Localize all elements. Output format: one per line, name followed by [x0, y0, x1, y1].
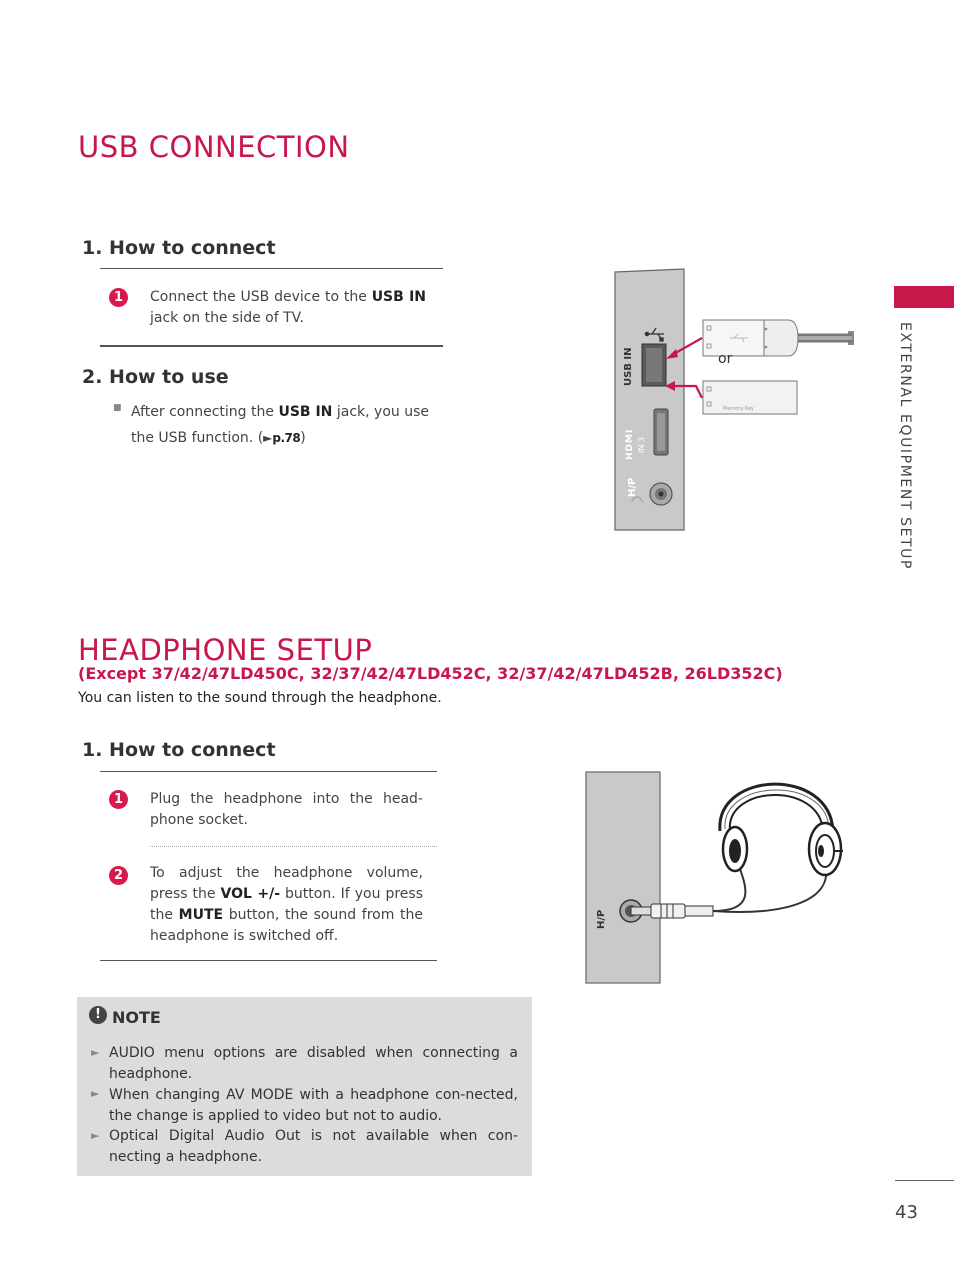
note-item: When changing AV MODE with a headphone con-nected, the change is applied to video but not to audio.	[109, 1087, 518, 1124]
page-ref-link[interactable]: p.78	[272, 431, 301, 445]
usb-how-to-connect-heading: 1. How to connect	[82, 237, 276, 259]
divider	[100, 960, 437, 961]
divider	[100, 771, 437, 772]
usb-use-text: After connecting the USB IN jack, you use the USB function. (►p.78)	[131, 404, 430, 446]
bullet-arrow-icon: ►	[91, 1087, 100, 1100]
bullet-arrow-icon: ►	[91, 1046, 100, 1059]
headphone-connection-diagram	[585, 771, 849, 984]
note-item: AUDIO menu options are disabled when connecting a headphone.	[109, 1045, 518, 1082]
page-ref-arrow-icon: ►	[263, 431, 273, 445]
headphone-intro-text: You can listen to the sound through the headphone.	[78, 690, 442, 706]
memory-key-label: Memory Key	[723, 406, 754, 412]
dotted-divider	[150, 846, 437, 847]
or-label: or	[718, 351, 733, 367]
bullet-icon: ■	[113, 403, 122, 413]
divider	[100, 345, 443, 347]
usb-plug-icon	[762, 320, 798, 356]
page-number-rule	[895, 1180, 954, 1181]
headphone-step-1-text: Plug the headphone into the head-phone socket.	[150, 791, 423, 828]
usb-step-1-text: Connect the USB device to the USB IN jack on the side of TV.	[150, 289, 427, 326]
usb-connection-diagram	[612, 268, 854, 532]
page-number: 43	[895, 1202, 918, 1223]
hdmi-in-label: IN 3	[637, 437, 646, 453]
section-tab-marker	[894, 286, 954, 308]
headphone-setup-title: HEADPHONE SETUP	[78, 633, 373, 667]
warning-icon: !	[89, 1006, 107, 1024]
headphone-model-exceptions: (Except 37/42/47LD450C, 32/37/42/47LD452C, 32/37/42/47LD452B, 26LD352C)	[78, 664, 783, 683]
hp-port-label: H/P	[627, 477, 638, 497]
note-item: Optical Digital Audio Out is not available when con-necting a headphone.	[109, 1128, 518, 1165]
step-2-badge: 2	[109, 866, 128, 885]
usb-in-port-label: USB IN	[623, 347, 634, 386]
headphone-plug-icon	[631, 907, 651, 915]
step-1-badge: 1	[109, 288, 128, 307]
note-title: NOTE	[112, 1008, 161, 1027]
hp-port-label: H/P	[596, 909, 607, 929]
hdmi-port-label: HDMI	[625, 428, 635, 460]
headphone-how-to-connect-heading: 1. How to connect	[82, 739, 276, 761]
headphones-icon	[720, 784, 843, 875]
step-1-badge: 1	[109, 790, 128, 809]
divider	[100, 268, 443, 269]
side-section-label: EXTERNAL EQUIPMENT SETUP	[897, 322, 913, 571]
usb-connection-title: USB CONNECTION	[78, 130, 350, 164]
headphone-step-2-text: To adjust the headphone volume, press the VOL +/- button. If you press the MUTE button, the sound from the headphone is switched off.	[150, 865, 423, 944]
usb-how-to-use-heading: 2. How to use	[82, 366, 229, 388]
bullet-arrow-icon: ►	[91, 1129, 100, 1142]
